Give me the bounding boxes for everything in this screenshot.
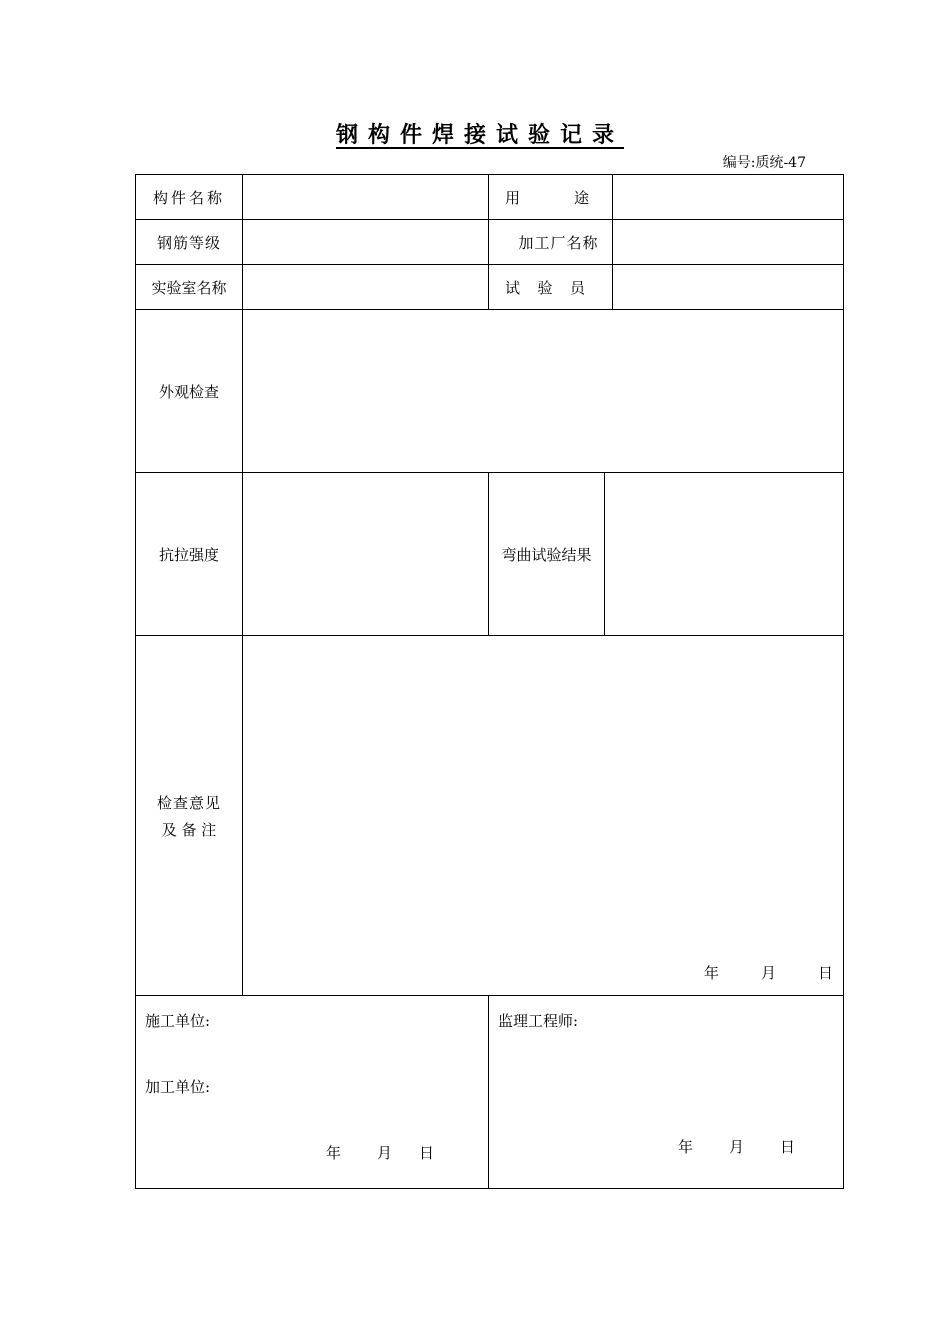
tester-char-3: 员 bbox=[569, 278, 585, 297]
row-appearance bbox=[136, 310, 844, 473]
value-tensile-strength[interactable] bbox=[243, 473, 489, 636]
remarks-date-year: 年 bbox=[703, 964, 719, 982]
label-factory-name: 加工厂名称 bbox=[489, 220, 613, 265]
construction-date-year: 年 bbox=[326, 1144, 342, 1162]
supervisor-date-month: 月 bbox=[729, 1138, 745, 1156]
remarks-date bbox=[704, 962, 833, 983]
construction-signature-cell[interactable] bbox=[136, 996, 489, 1189]
value-bend-test-result[interactable] bbox=[605, 473, 844, 636]
value-factory-name[interactable] bbox=[613, 220, 844, 265]
value-usage[interactable] bbox=[613, 175, 844, 220]
remarks-label-line1: 检查意见 bbox=[156, 793, 221, 812]
usage-char-1: 用 bbox=[505, 188, 521, 207]
value-rebar-grade[interactable] bbox=[243, 220, 489, 265]
label-lab-name: 实验室名称 bbox=[136, 265, 243, 310]
usage-char-2: 途 bbox=[573, 188, 589, 207]
row-signatures bbox=[136, 996, 844, 1189]
supervisor-date-year: 年 bbox=[678, 1138, 694, 1156]
supervisor-date bbox=[678, 1136, 795, 1157]
label-bend-test-result: 弯曲试验结果 bbox=[489, 473, 605, 636]
row-component bbox=[136, 175, 844, 220]
form-code: 编号:质统-47 bbox=[722, 155, 806, 171]
label-rebar-grade: 钢筋等级 bbox=[136, 220, 243, 265]
construction-date bbox=[326, 1142, 434, 1163]
value-appearance-check[interactable] bbox=[243, 310, 844, 473]
value-lab-name[interactable] bbox=[243, 265, 489, 310]
processing-unit-label: 加工单位: bbox=[145, 1078, 211, 1096]
remarks-date-month: 月 bbox=[760, 964, 776, 982]
row-remarks bbox=[136, 636, 844, 996]
row-rebar bbox=[136, 220, 844, 265]
label-remarks bbox=[136, 636, 243, 996]
supervisor-signature-cell[interactable] bbox=[489, 996, 844, 1189]
tester-char-1: 试 bbox=[505, 278, 521, 297]
value-remarks[interactable] bbox=[243, 636, 844, 996]
remarks-label-line2: 及 备 注 bbox=[161, 820, 217, 839]
label-component-name: 构件名称 bbox=[136, 175, 243, 220]
label-usage bbox=[489, 175, 613, 220]
row-tensile bbox=[136, 473, 844, 636]
label-appearance-check: 外观检查 bbox=[136, 310, 243, 473]
title-text: 钢构件焊接试验记录 bbox=[335, 123, 624, 148]
value-component-name[interactable] bbox=[243, 175, 489, 220]
label-tensile-strength: 抗拉强度 bbox=[136, 473, 243, 636]
construction-date-month: 月 bbox=[377, 1144, 393, 1162]
row-lab bbox=[136, 265, 844, 310]
page-title bbox=[0, 118, 950, 149]
tester-char-2: 验 bbox=[537, 278, 553, 297]
construction-unit-label: 施工单位: bbox=[145, 1012, 211, 1030]
value-tester[interactable] bbox=[613, 265, 844, 310]
supervisor-date-day: 日 bbox=[780, 1138, 796, 1156]
construction-date-day: 日 bbox=[419, 1144, 435, 1162]
weld-test-form bbox=[135, 174, 844, 1189]
supervisor-label: 监理工程师: bbox=[498, 1012, 579, 1030]
label-tester bbox=[489, 265, 613, 310]
remarks-date-day: 日 bbox=[817, 964, 833, 982]
